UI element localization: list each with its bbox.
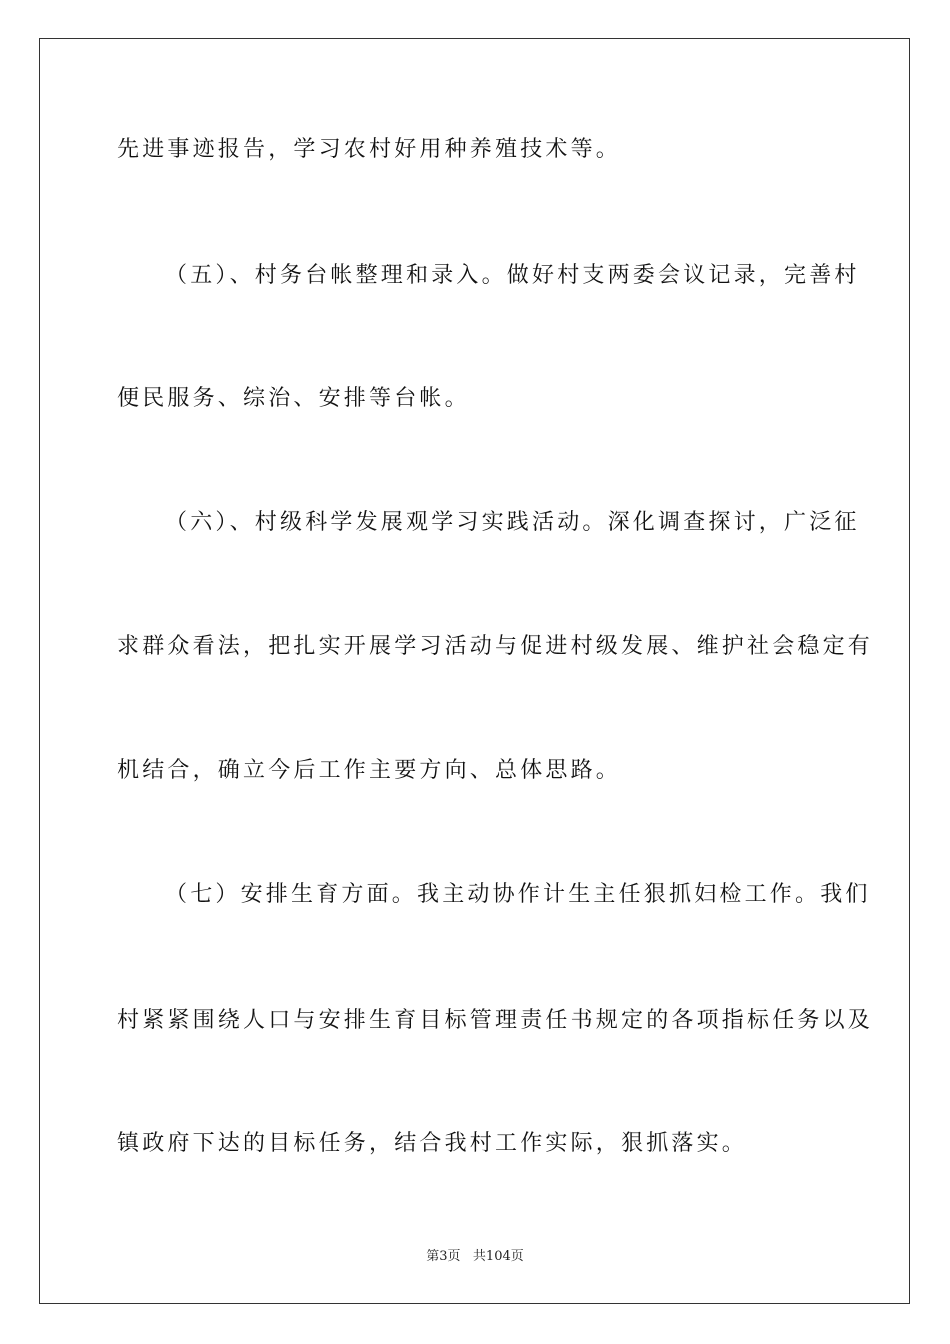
paragraph-5-line-2: 便民服务、综治、安排等台帐。 bbox=[117, 386, 470, 411]
paragraph-7-line-1: （七）安排生育方面。我主动协作计生主任狠抓妇检工作。我们 bbox=[165, 882, 871, 907]
text-line: 先进事迹报告，学习农村好用种养殖技术等。 bbox=[117, 137, 622, 162]
paragraph-7-line-2: 村紧紧围绕人口与安排生育目标管理责任书规定的各项指标任务以及 bbox=[117, 1008, 874, 1033]
paragraph-6-line-2: 求群众看法，把扎实开展学习活动与促进村级发展、维护社会稳定有 bbox=[117, 634, 874, 659]
page-number-footer: 第3页 共104页 bbox=[426, 1249, 524, 1264]
paragraph-6-line-1: （六）、村级科学发展观学习实践活动。深化调查探讨，广泛征 bbox=[165, 510, 860, 535]
paragraph-5-line-1: （五）、村务台帐整理和录入。做好村支两委会议记录，完善村 bbox=[165, 263, 860, 288]
paragraph-6-line-3: 机结合，确立今后工作主要方向、总体思路。 bbox=[117, 758, 622, 783]
paragraph-7-line-3: 镇政府下达的目标任务，结合我村工作实际，狠抓落实。 bbox=[117, 1131, 748, 1156]
page-border bbox=[39, 38, 910, 1304]
